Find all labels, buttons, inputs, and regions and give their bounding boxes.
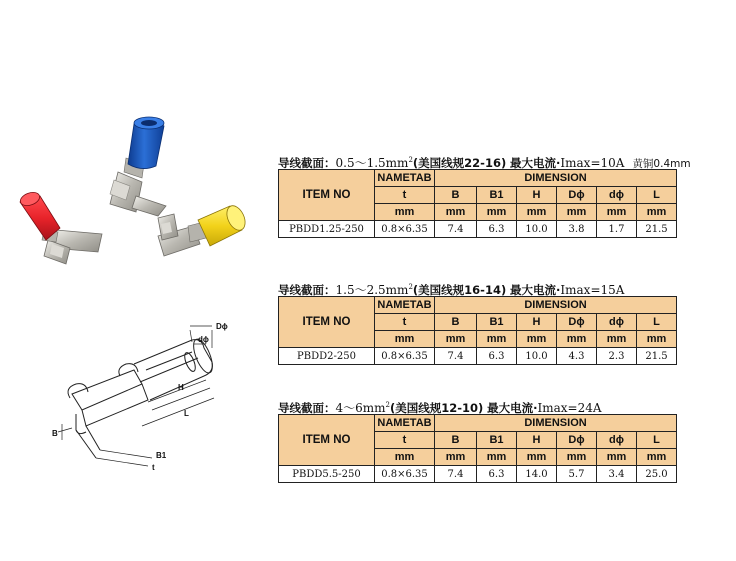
cell-H: 10.0 — [517, 221, 557, 238]
unit-cell: mm — [597, 449, 637, 466]
header-item-no: ITEM NO — [279, 297, 375, 348]
cell-t: 0.8×6.35 — [375, 348, 435, 365]
header-L: L — [637, 314, 677, 331]
yellow-terminal — [158, 203, 246, 256]
cell-B: 7.4 — [435, 466, 477, 483]
header-B: B — [435, 187, 477, 204]
header-d: dϕ — [597, 314, 637, 331]
cell-H: 14.0 — [517, 466, 557, 483]
header-H: H — [517, 432, 557, 449]
cell-B: 7.4 — [435, 348, 477, 365]
header-item-no: ITEM NO — [279, 415, 375, 466]
header-d: dϕ — [597, 187, 637, 204]
header-dimension: DIMENSION — [435, 415, 677, 432]
cell-t: 0.8×6.35 — [375, 221, 435, 238]
cell-item: PBDD5.5-250 — [279, 466, 375, 483]
unit-cell: mm — [435, 331, 477, 348]
unit-cell: mm — [375, 204, 435, 221]
header-nametab: NAMETAB — [375, 170, 435, 187]
header-nametab: NAMETAB — [375, 415, 435, 432]
header-D: Dϕ — [557, 432, 597, 449]
unit-cell: mm — [517, 449, 557, 466]
spec-title: 导线截面：$0.5\sim 1.5mm^2$(美国线规22-16) 最大电流·Imax=10A 黄铜0.4mm — [278, 156, 691, 170]
cell-d: 3.4 — [597, 466, 637, 483]
dimension-table — [278, 169, 677, 238]
cell-L: 21.5 — [637, 348, 677, 365]
unit-cell: mm — [637, 204, 677, 221]
header-B1: B1 — [477, 187, 517, 204]
unit-cell: mm — [597, 204, 637, 221]
spec-block-3 — [278, 396, 676, 483]
cell-H: 10.0 — [517, 348, 557, 365]
cell-L: 25.0 — [637, 466, 677, 483]
cell-d: 1.7 — [597, 221, 637, 238]
unit-cell: mm — [637, 449, 677, 466]
header-t: t — [375, 314, 435, 331]
dimension-lines — [58, 326, 214, 466]
label-d: dϕ — [198, 335, 209, 344]
label-L: L — [184, 409, 189, 418]
red-terminal — [19, 190, 102, 264]
header-D: Dϕ — [557, 187, 597, 204]
header-B: B — [435, 432, 477, 449]
header-dimension: DIMENSION — [435, 170, 677, 187]
label-H: H — [178, 383, 184, 392]
header-nametab: NAMETAB — [375, 297, 435, 314]
cell-t: 0.8×6.35 — [375, 466, 435, 483]
cell-L: 21.5 — [637, 221, 677, 238]
header-B1: B1 — [477, 314, 517, 331]
cell-item: PBDD2-250 — [279, 348, 375, 365]
label-D: Dϕ — [216, 322, 228, 331]
cell-D: 4.3 — [557, 348, 597, 365]
cell-B: 7.4 — [435, 221, 477, 238]
table-row — [279, 221, 677, 238]
cell-d: 2.3 — [597, 348, 637, 365]
spec-title: 导线截面：$1.5\sim 2.5mm^2$(美国线规16-14) 最大电流·Imax=15A — [278, 283, 625, 297]
cell-D: 5.7 — [557, 466, 597, 483]
spec-title: 导线截面：$4\sim 6mm^2$(美国线规12-10) 最大电流·Imax=24A — [278, 401, 602, 415]
label-B: B — [52, 429, 58, 438]
header-t: t — [375, 187, 435, 204]
unit-cell: mm — [477, 331, 517, 348]
table-row — [279, 348, 677, 365]
header-B: B — [435, 314, 477, 331]
cell-B1: 6.3 — [477, 221, 517, 238]
terminal-product-photo — [18, 108, 246, 276]
contact-body — [68, 364, 148, 458]
header-L: L — [637, 187, 677, 204]
header-H: H — [517, 314, 557, 331]
header-t: t — [375, 432, 435, 449]
header-dimension: DIMENSION — [435, 297, 677, 314]
label-B1: B1 — [156, 451, 167, 460]
cell-item: PBDD1.25-250 — [279, 221, 375, 238]
header-item-no: ITEM NO — [279, 170, 375, 221]
cell-B1: 6.3 — [477, 466, 517, 483]
unit-cell: mm — [477, 204, 517, 221]
unit-cell: mm — [435, 449, 477, 466]
unit-cell: mm — [597, 331, 637, 348]
unit-cell: mm — [557, 331, 597, 348]
unit-cell: mm — [557, 204, 597, 221]
header-B1: B1 — [477, 432, 517, 449]
header-H: H — [517, 187, 557, 204]
header-d: dϕ — [597, 432, 637, 449]
header-L: L — [637, 432, 677, 449]
cell-B1: 6.3 — [477, 348, 517, 365]
dimension-table — [278, 296, 677, 365]
spec-block-2 — [278, 278, 676, 365]
blue-terminal — [110, 117, 166, 216]
unit-cell: mm — [637, 331, 677, 348]
unit-cell: mm — [517, 204, 557, 221]
unit-cell: mm — [517, 331, 557, 348]
dimension-table — [278, 414, 677, 483]
header-D: Dϕ — [557, 314, 597, 331]
cell-D: 3.8 — [557, 221, 597, 238]
unit-cell: mm — [375, 331, 435, 348]
table-row — [279, 466, 677, 483]
unit-cell: mm — [477, 449, 517, 466]
unit-cell: mm — [557, 449, 597, 466]
unit-cell: mm — [435, 204, 477, 221]
terminal-dimension-drawing — [42, 318, 258, 482]
unit-cell: mm — [375, 449, 435, 466]
label-t: t — [152, 463, 155, 472]
spec-block-1 — [278, 151, 691, 238]
